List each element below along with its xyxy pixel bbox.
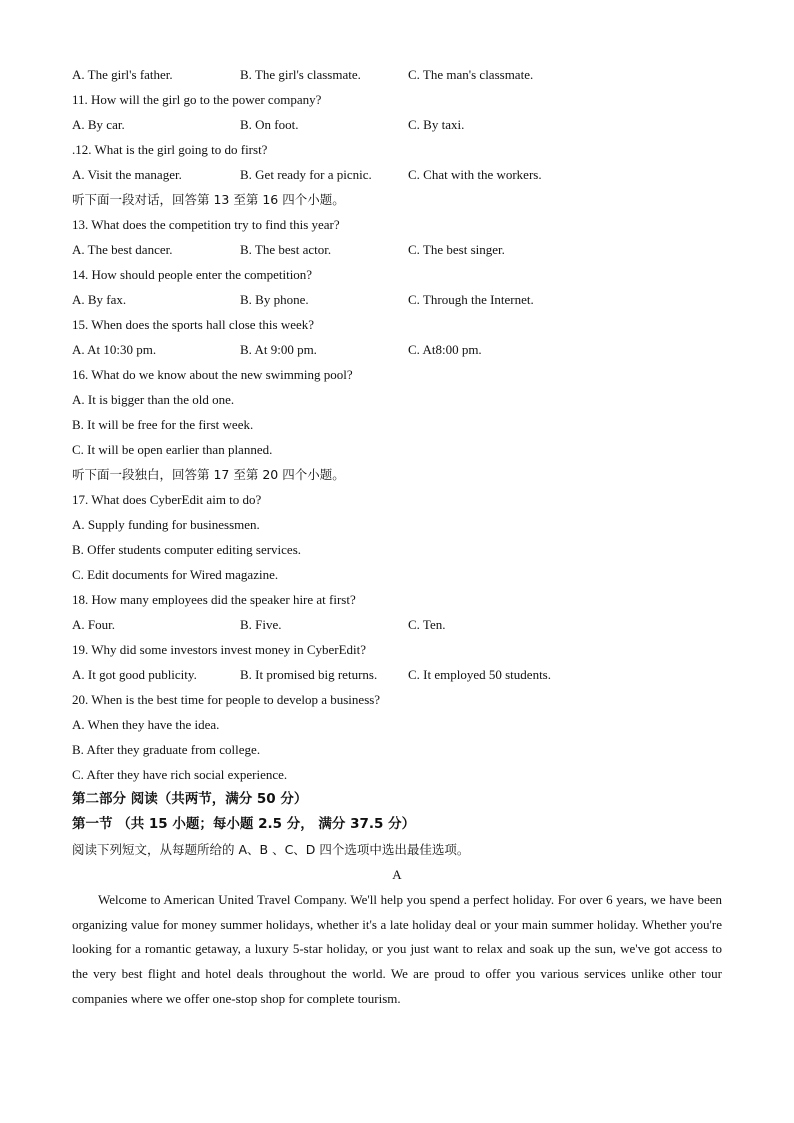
q19-question: 19. Why did some investors invest money in CyberEdit? bbox=[72, 642, 367, 657]
q19-option-a: A. It got good publicity. bbox=[72, 667, 197, 682]
q17-option-b: B. Offer students computer editing services. bbox=[72, 542, 302, 557]
q15-options bbox=[72, 337, 722, 362]
q12-question: .12. What is the girl going to do first? bbox=[72, 142, 268, 157]
q18-option-c: C. Ten. bbox=[408, 617, 446, 632]
q19-options bbox=[72, 662, 722, 687]
q15-option-c: C. At8:00 pm. bbox=[408, 342, 482, 357]
q14-option-c: C. Through the Internet. bbox=[408, 292, 534, 307]
q17-option-a: A. Supply funding for businessmen. bbox=[72, 517, 260, 532]
q12-option-b: B. Get ready for a picnic. bbox=[240, 167, 372, 182]
q12-options bbox=[72, 162, 722, 187]
q13-option-a: A. The best dancer. bbox=[72, 242, 173, 257]
q14-options bbox=[72, 287, 722, 312]
part2-heading: 第二部分 阅读（共两节，满分 50 分） bbox=[72, 791, 308, 807]
q14-option-a: A. By fax. bbox=[72, 292, 127, 307]
q17-option-c: C. Edit documents for Wired magazine. bbox=[72, 567, 279, 582]
section1-heading: 第一节 （共 15 小题；每小题 2.5 分， 满分 37.5 分） bbox=[72, 816, 416, 832]
q16-option-b: B. It will be free for the first week. bbox=[72, 417, 254, 432]
q11-option-c: C. By taxi. bbox=[408, 117, 465, 132]
q15-option-b: B. At 9:00 pm. bbox=[240, 342, 317, 357]
q11-option-b: B. On foot. bbox=[240, 117, 299, 132]
q16-question: 16. What do we know about the new swimming pool? bbox=[72, 367, 353, 382]
q16-option-a: A. It is bigger than the old one. bbox=[72, 392, 235, 407]
q18-option-a: A. Four. bbox=[72, 617, 115, 632]
q12-option-a: A. Visit the manager. bbox=[72, 167, 182, 182]
q18-question: 18. How many employees did the speaker hire at first? bbox=[72, 592, 356, 607]
instruction-13-16: 听下面一段对话，回答第 13 至第 16 四个小题。 bbox=[72, 192, 345, 207]
q20-option-c: C. After they have rich social experience. bbox=[72, 767, 288, 782]
passage-label: A bbox=[392, 867, 402, 882]
q10-options bbox=[72, 62, 722, 87]
q17-question: 17. What does CyberEdit aim to do? bbox=[72, 492, 262, 507]
q10-option-a: A. The girl's father. bbox=[72, 67, 173, 82]
reading-instruction: 阅读下列短文，从每题所给的 A、B 、C、D 四个选项中选出最佳选项。 bbox=[72, 842, 470, 857]
q18-option-b: B. Five. bbox=[240, 617, 282, 632]
q10-option-c: C. The man's classmate. bbox=[408, 67, 534, 82]
q15-question: 15. When does the sports hall close this week? bbox=[72, 317, 315, 332]
q14-option-b: B. By phone. bbox=[240, 292, 309, 307]
q11-option-a: A. By car. bbox=[72, 117, 125, 132]
q16-option-c: C. It will be open earlier than planned. bbox=[72, 442, 273, 457]
q12-option-c: C. Chat with the workers. bbox=[408, 167, 542, 182]
q11-options bbox=[72, 112, 722, 137]
q19-option-c: C. It employed 50 students. bbox=[408, 667, 551, 682]
q20-question: 20. When is the best time for people to develop a business? bbox=[72, 692, 381, 707]
q19-option-b: B. It promised big returns. bbox=[240, 667, 378, 682]
q20-option-a: A. When they have the idea. bbox=[72, 717, 220, 732]
q15-option-a: A. At 10:30 pm. bbox=[72, 342, 157, 357]
q13-option-b: B. The best actor. bbox=[240, 242, 332, 257]
q11-question: 11. How will the girl go to the power company? bbox=[72, 92, 322, 107]
q10-option-b: B. The girl's classmate. bbox=[240, 67, 361, 82]
instruction-17-20: 听下面一段独白，回答第 17 至第 20 四个小题。 bbox=[72, 467, 345, 482]
q13-options bbox=[72, 237, 722, 262]
q13-question: 13. What does the competition try to find this year? bbox=[72, 217, 340, 232]
q18-options bbox=[72, 612, 722, 637]
passage-a-text: Welcome to American United Travel Company. We'll help you spend a perfect holiday. For over 6 years, we have been organizing value for money summer holidays, whether it's a late holiday deal or your main summer holiday. Whether you're looking for a romantic getaway, a luxury 5-star holiday, or you just want to relax and soak up the sun, we've got access to the very best flight and hotel deals throughout the world. We are proud to offer you various services unlike other tour companies where we offer one-stop shop for complete tourism. bbox=[72, 892, 722, 1006]
q14-question: 14. How should people enter the competition? bbox=[72, 267, 313, 282]
q13-option-c: C. The best singer. bbox=[408, 242, 505, 257]
q20-option-b: B. After they graduate from college. bbox=[72, 742, 261, 757]
